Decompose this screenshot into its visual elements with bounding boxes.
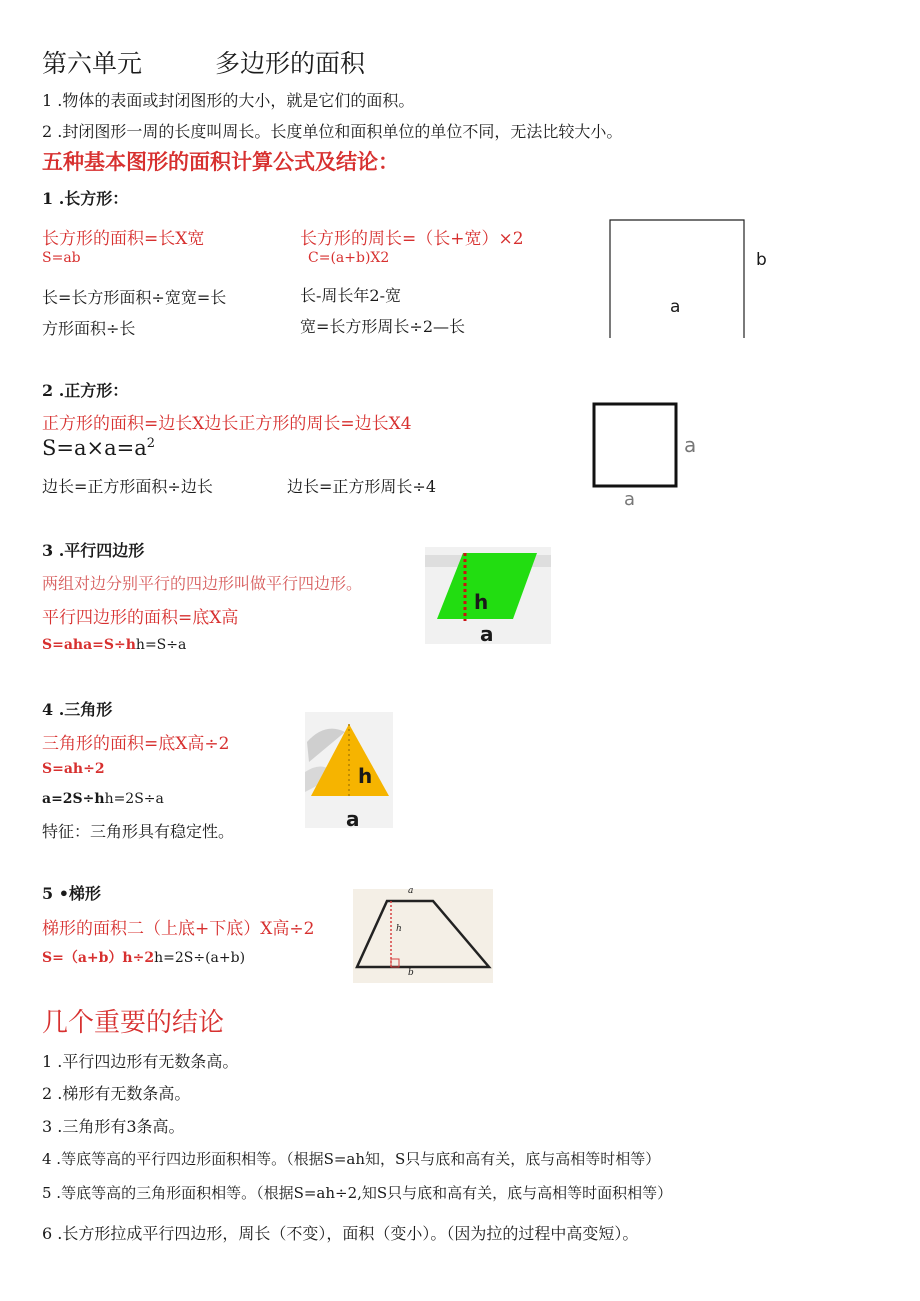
rect-inverse-1: 长=长方形面积÷宽宽=长 [42, 288, 227, 307]
trapezoid-label-h: h [396, 924, 402, 934]
conclusion-item-3: 3 .三角形有3条高。 [42, 1117, 185, 1136]
triangle-label-h: h [358, 764, 373, 788]
parallelogram-heading: 3 .平行四边形 [42, 541, 145, 560]
rect-inverse-2: 方形面积÷长 [42, 319, 136, 338]
rect-area-symbol: S=ab [42, 250, 81, 266]
parallelogram-label-h: h [474, 590, 489, 614]
rect-label-b: b [756, 250, 767, 270]
square-label-bottom: a [624, 489, 636, 510]
parallelogram-symbol-bold: S=aha=S÷h [42, 637, 136, 653]
rect-perimeter-symbol: C=(a+b)X2 [308, 250, 390, 266]
triangle-feature: 特征：三角形具有稳定性。 [42, 822, 235, 841]
triangle-area-formula: 三角形的面积=底X高÷2 [42, 734, 230, 754]
triangle-inverse-bold: a=2S÷h [42, 791, 105, 807]
rect-heading: 1 .长方形： [42, 189, 129, 208]
conclusion-item-6: 6 .长方形拉成平行四边形，周长（不变），面积（变小）。（因为拉的过程中高变短）。 [42, 1224, 639, 1243]
page-title: 多边形的面积 [215, 49, 366, 78]
square-label-side: a [684, 433, 697, 457]
trapezoid-symbol-rest: h=2S÷(a+b) [154, 950, 246, 966]
square-inverse-2: 边长=正方形周长÷4 [287, 477, 436, 496]
square-symbol-exponent: 2 [146, 436, 156, 451]
rect-label-a: a [670, 297, 681, 317]
intro-line-1: 1 .物体的表面或封闭图形的大小，就是它们的面积。 [42, 91, 415, 110]
triangle-symbol: S=ah÷2 [42, 761, 105, 777]
conclusion-item-2: 2 .梯形有无数条高。 [42, 1084, 191, 1103]
rect-perimeter-formula: 长方形的周长=（长+宽）×2 [300, 229, 524, 249]
square-symbol-base: S=a×a=a [42, 436, 147, 460]
triangle-heading: 4 .三角形 [42, 700, 113, 719]
conclusion-item-4: 4 .等底等高的平行四边形面积相等。（根据S=ah知，S只与底和高有关，底与高相等时相等） [42, 1150, 661, 1168]
page-title-unit: 第六单元 [42, 49, 143, 78]
trapezoid-figure [353, 889, 493, 983]
conclusion-item-5: 5 .等底等高的三角形面积相等。（根据S=ah÷2,知S只与底和高有关，底与高相等时面积相等） [42, 1184, 673, 1202]
intro-line-2: 2 .封闭图形一周的长度叫周长。长度单位和面积单位的单位不同，无法比较大小。 [42, 122, 623, 141]
rect-inverse-4: 宽=长方形周长÷2—长 [300, 317, 465, 336]
square-symbol [42, 436, 155, 460]
triangle-label-a: a [346, 807, 360, 831]
square-heading: 2 .正方形： [42, 381, 129, 400]
trapezoid-area-formula: 梯形的面积二（上底+下底）X高÷2 [42, 919, 315, 939]
conclusion-item-1: 1 .平行四边形有无数条高。 [42, 1052, 239, 1071]
triangle-inverse [42, 791, 164, 807]
trapezoid-symbol-bold: S=（a+b）h÷2 [42, 950, 155, 966]
trapezoid-label-bottom: b [408, 968, 414, 978]
parallelogram-area-formula: 平行四边形的面积=底X高 [42, 608, 239, 628]
rectangle-figure [600, 214, 790, 338]
parallelogram-definition: 两组对边分别平行的四边形叫做平行四边形。 [42, 574, 363, 593]
section-title: 五种基本图形的面积计算公式及结论： [42, 149, 399, 174]
triangle-inverse-rest: h=2S÷a [104, 791, 164, 807]
parallelogram-symbol [42, 637, 186, 653]
parallelogram-symbol-rest: h=S÷a [135, 637, 187, 653]
square-figure [590, 400, 680, 490]
trapezoid-heading: 5 •梯形 [42, 884, 101, 903]
rect-area-formula: 长方形的面积=长X宽 [42, 229, 205, 249]
conclusions-title: 几个重要的结论 [42, 1008, 225, 1038]
square-inverse-1: 边长=正方形面积÷边长 [42, 477, 213, 496]
square-formula: 正方形的面积=边长X边长正方形的周长=边长X4 [42, 414, 412, 434]
trapezoid-symbol [42, 947, 245, 967]
parallelogram-label-a: a [480, 622, 494, 646]
trapezoid-label-top: a [408, 886, 414, 896]
rect-inverse-3: 长-周长年2-宽 [300, 286, 401, 305]
